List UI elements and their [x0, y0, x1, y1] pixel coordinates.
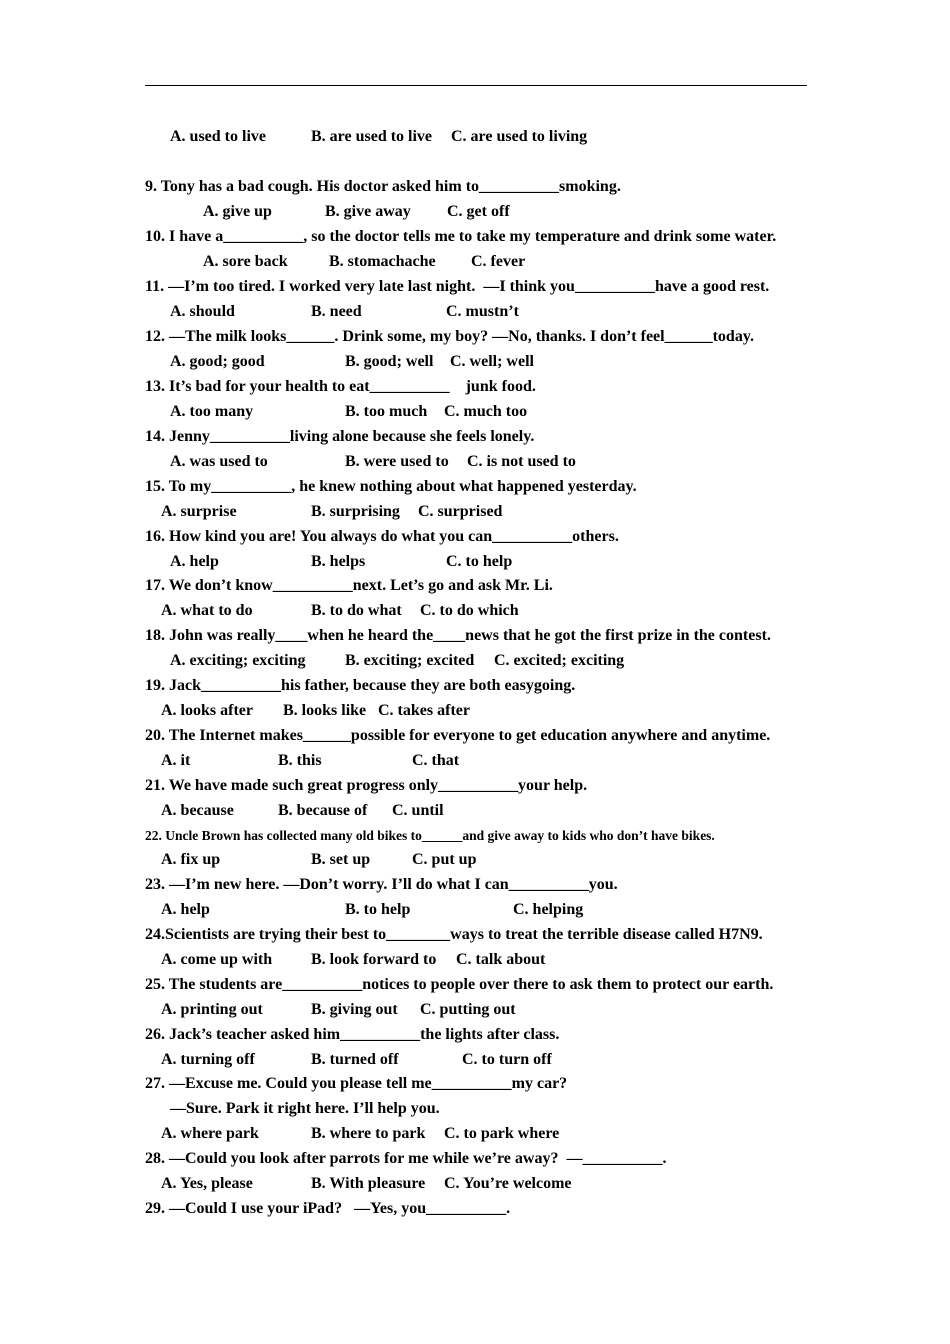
q11-option-b[interactable]: B. need [311, 303, 362, 320]
q20-option-a[interactable]: A. it [161, 752, 191, 769]
question-13: 13. It’s bad for your health to eat__________ junk food. [145, 378, 536, 395]
q14-option-a[interactable]: A. was used to [170, 453, 268, 470]
q22-option-b[interactable]: B. set up [311, 851, 371, 868]
q25-option-c[interactable]: C. putting out [420, 1001, 516, 1018]
question-14: 14. Jenny__________living alone because she feels lonely. [145, 428, 535, 445]
q13-option-c[interactable]: C. much too [444, 403, 528, 420]
question-17: 17. We don’t know__________next. Let’s go and ask Mr. Li. [145, 577, 553, 594]
q11-option-a[interactable]: A. should [170, 303, 235, 320]
question-20: 20. The Internet makes______possible for everyone to get education anywhere and anytime. [145, 727, 771, 744]
question-11: 11. —I’m too tired. I worked very late last night. —I think you__________have a good rest. [145, 278, 770, 295]
q26-option-c[interactable]: C. to turn off [462, 1051, 552, 1068]
q10-option-b[interactable]: B. stomachache [329, 253, 436, 270]
q23-option-b[interactable]: B. to help [345, 901, 411, 918]
q19-option-a[interactable]: A. looks after [161, 702, 253, 719]
q26-option-a[interactable]: A. turning off [161, 1051, 255, 1068]
q21-option-c[interactable]: C. until [392, 802, 444, 819]
q17-option-b[interactable]: B. to do what [311, 602, 402, 619]
q28-option-c[interactable]: C. You’re welcome [444, 1175, 572, 1192]
q17-option-c[interactable]: C. to do which [420, 602, 519, 619]
q18-option-a[interactable]: A. exciting; exciting [170, 652, 306, 669]
q9-option-b[interactable]: B. give away [325, 203, 411, 220]
q12-option-b[interactable]: B. good; well [345, 353, 434, 370]
q22-option-c[interactable]: C. put up [412, 851, 477, 868]
q13-option-b[interactable]: B. too much [345, 403, 428, 420]
q22-option-a[interactable]: A. fix up [161, 851, 221, 868]
q12-option-a[interactable]: A. good; good [170, 353, 265, 370]
question-12: 12. —The milk looks______. Drink some, my boy? —No, thanks. I don’t feel______today. [145, 328, 754, 345]
question-15: 15. To my__________, he knew nothing about what happened yesterday. [145, 478, 637, 495]
q9-option-c[interactable]: C. get off [447, 203, 510, 220]
q17-option-a[interactable]: A. what to do [161, 602, 253, 619]
q14-option-b[interactable]: B. were used to [345, 453, 449, 470]
q12-option-c[interactable]: C. well; well [450, 353, 534, 370]
q16-option-a[interactable]: A. help [170, 553, 219, 570]
q18-option-b[interactable]: B. exciting; excited [345, 652, 475, 669]
q24-option-a[interactable]: A. come up with [161, 951, 273, 968]
q10-option-a[interactable]: A. sore back [203, 253, 288, 270]
q13-option-a[interactable]: A. too many [170, 403, 254, 420]
question-21: 21. We have made such great progress only__________your help. [145, 777, 588, 794]
question-27: 27. —Excuse me. Could you please tell me__________my car? [145, 1075, 568, 1092]
q8-option-b[interactable]: B. are used to live [311, 128, 433, 145]
q20-option-c[interactable]: C. that [412, 752, 460, 769]
question-26: 26. Jack’s teacher asked him__________the lights after class. [145, 1026, 560, 1043]
q24-option-c[interactable]: C. talk about [456, 951, 546, 968]
question-23: 23. —I’m new here. —Don’t worry. I’ll do what I can__________you. [145, 876, 618, 893]
q10-option-c[interactable]: C. fever [471, 253, 526, 270]
question-29: 29. —Could I use your iPad? —Yes, you__________. [145, 1200, 511, 1217]
question-22: 22. Uncle Brown has collected many old bikes to______and give away to kids who don’t have bikes. [145, 828, 715, 843]
q25-option-a[interactable]: A. printing out [161, 1001, 263, 1018]
q14-option-c[interactable]: C. is not used to [467, 453, 576, 470]
q16-option-c[interactable]: C. to help [446, 553, 513, 570]
q21-option-a[interactable]: A. because [161, 802, 234, 819]
q18-option-c[interactable]: C. excited; exciting [494, 652, 625, 669]
question-28: 28. —Could you look after parrots for me while we’re away? —__________. [145, 1150, 667, 1167]
q20-option-b[interactable]: B. this [278, 752, 322, 769]
q15-option-b[interactable]: B. surprising [311, 503, 400, 520]
q21-option-b[interactable]: B. because of [278, 802, 368, 819]
question-19: 19. Jack__________his father, because they are both easygoing. [145, 677, 576, 694]
q15-option-c[interactable]: C. surprised [418, 503, 503, 520]
q15-option-a[interactable]: A. surprise [161, 503, 237, 520]
q27-option-a[interactable]: A. where park [161, 1125, 259, 1142]
header-rule [145, 85, 807, 86]
question-27-reply: —Sure. Park it right here. I’ll help you. [170, 1100, 440, 1117]
question-16: 16. How kind you are! You always do what you can__________others. [145, 528, 619, 545]
q16-option-b[interactable]: B. helps [311, 553, 366, 570]
q26-option-b[interactable]: B. turned off [311, 1051, 399, 1068]
q23-option-a[interactable]: A. help [161, 901, 210, 918]
q9-option-a[interactable]: A. give up [203, 203, 272, 220]
q28-option-b[interactable]: B. With pleasure [311, 1175, 426, 1192]
q8-option-c[interactable]: C. are used to living [451, 128, 588, 145]
q24-option-b[interactable]: B. look forward to [311, 951, 437, 968]
q19-option-b[interactable]: B. looks like [283, 702, 367, 719]
question-18: 18. John was really____when he heard the____news that he got the first prize in the contest. [145, 627, 771, 644]
q8-option-a[interactable]: A. used to live [170, 128, 266, 145]
q27-option-c[interactable]: C. to park where [444, 1125, 560, 1142]
question-9: 9. Tony has a bad cough. His doctor asked him to__________smoking. [145, 178, 621, 195]
q28-option-a[interactable]: A. Yes, please [161, 1175, 253, 1192]
q27-option-b[interactable]: B. where to park [311, 1125, 426, 1142]
q25-option-b[interactable]: B. giving out [311, 1001, 398, 1018]
q11-option-c[interactable]: C. mustn’t [446, 303, 519, 320]
question-25: 25. The students are__________notices to people over there to ask them to protect our earth. [145, 976, 774, 993]
q23-option-c[interactable]: C. helping [513, 901, 584, 918]
q19-option-c[interactable]: C. takes after [378, 702, 470, 719]
question-24: 24.Scientists are trying their best to________ways to treat the terrible disease called H7N9. [145, 926, 763, 943]
question-10: 10. I have a__________, so the doctor tells me to take my temperature and drink some water. [145, 228, 777, 245]
